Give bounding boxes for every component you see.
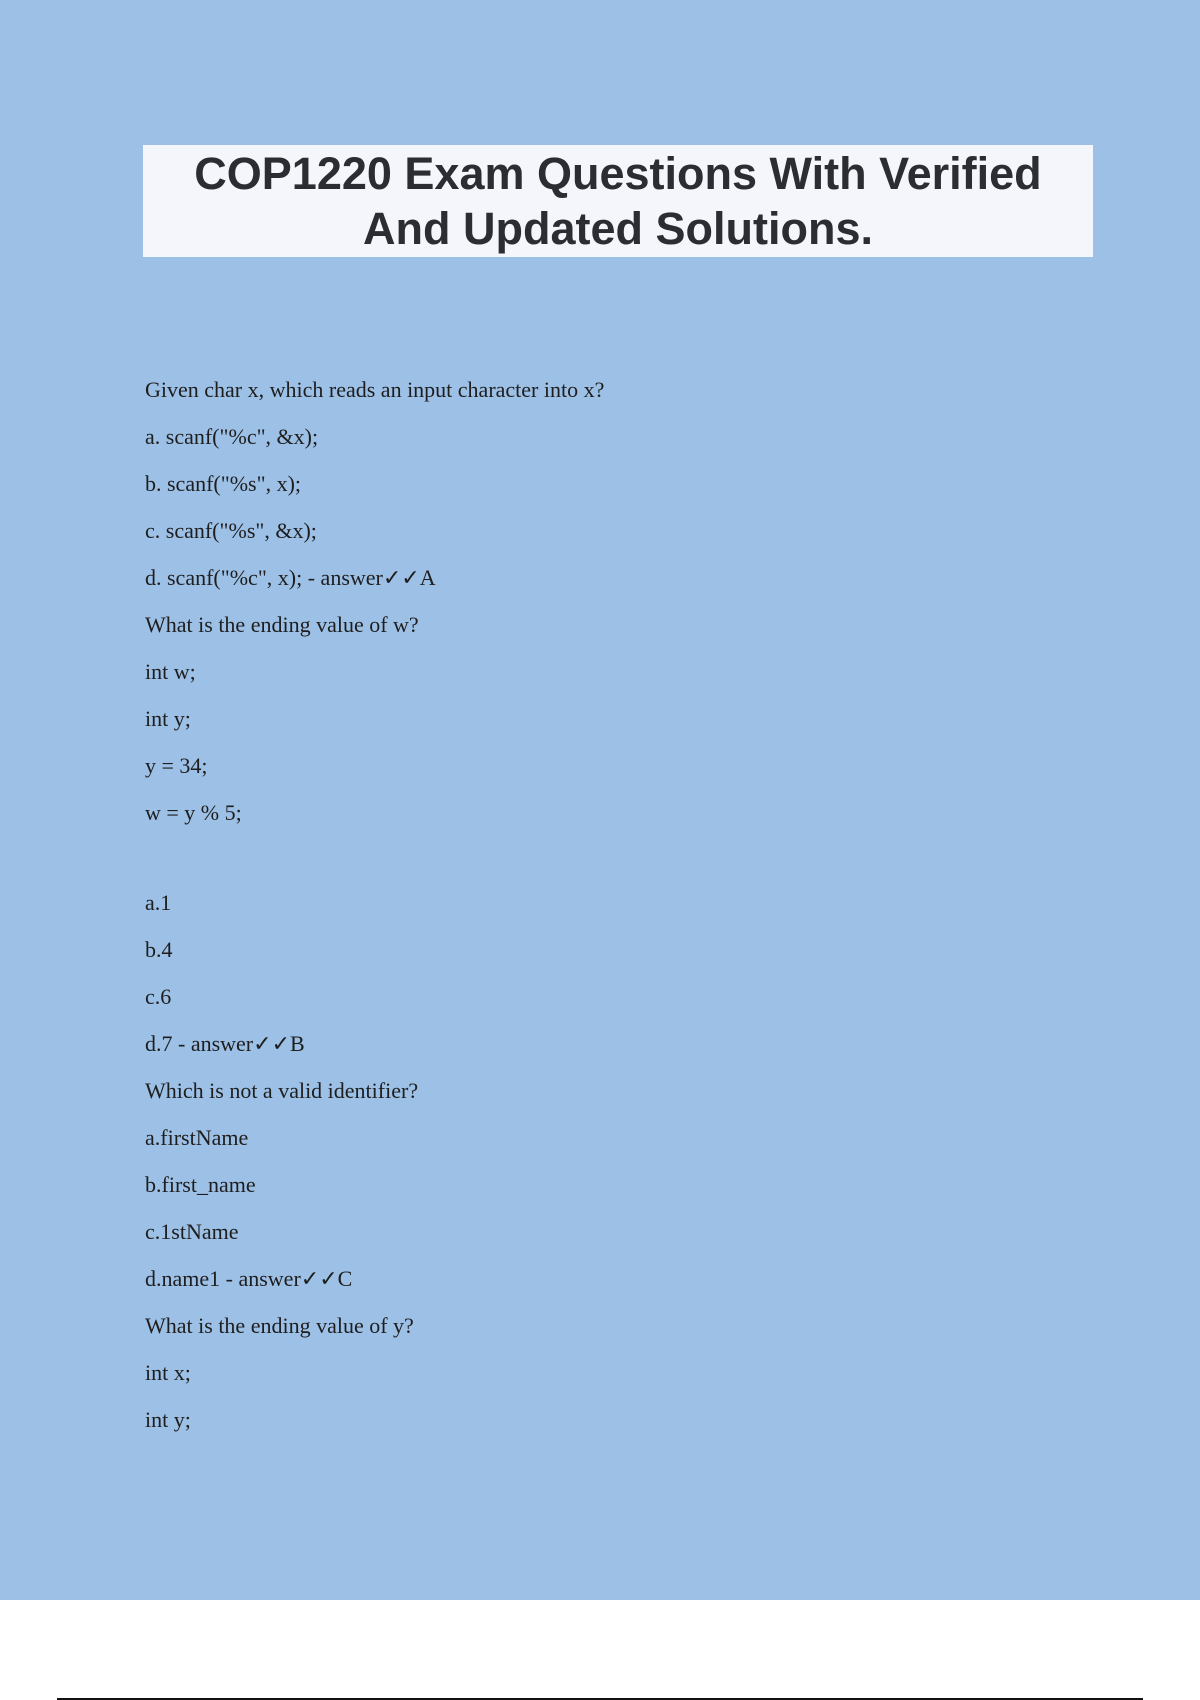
text-line: d. scanf("%c", x); - answer✓✓A — [145, 565, 436, 590]
text-line: int x; — [145, 1360, 191, 1385]
text-line: b.4 — [145, 937, 173, 962]
text-line: int y; — [145, 1407, 191, 1432]
text-line: int w; — [145, 659, 196, 684]
question-list — [145, 371, 1045, 1448]
text-line: a. scanf("%c", &x); — [145, 424, 319, 449]
text-line: Which is not a valid identifier? — [145, 1078, 419, 1103]
text-line: What is the ending value of y? — [145, 1313, 414, 1338]
document-title: COP1220 Exam Questions With Verified And Updated Solutions. — [194, 148, 1042, 254]
text-line: y = 34; — [145, 753, 208, 778]
text-line: What is the ending value of w? — [145, 612, 419, 637]
blank-line — [145, 841, 1045, 884]
text-line: a.1 — [145, 890, 172, 915]
text-line: Given char x, which reads an input character into x? — [145, 377, 605, 402]
text-line: d.name1 - answer✓✓C — [145, 1266, 353, 1291]
text-line: d.7 - answer✓✓B — [145, 1031, 305, 1056]
text-line: w = y % 5; — [145, 800, 242, 825]
text-line: c. scanf("%s", &x); — [145, 518, 317, 543]
title-banner — [143, 145, 1093, 257]
text-line: int y; — [145, 706, 191, 731]
text-line: c.1stName — [145, 1219, 239, 1244]
text-line: b.first_name — [145, 1172, 256, 1197]
text-line: a.firstName — [145, 1125, 249, 1150]
text-line: c.6 — [145, 984, 172, 1009]
text-line: b. scanf("%s", x); — [145, 471, 302, 496]
